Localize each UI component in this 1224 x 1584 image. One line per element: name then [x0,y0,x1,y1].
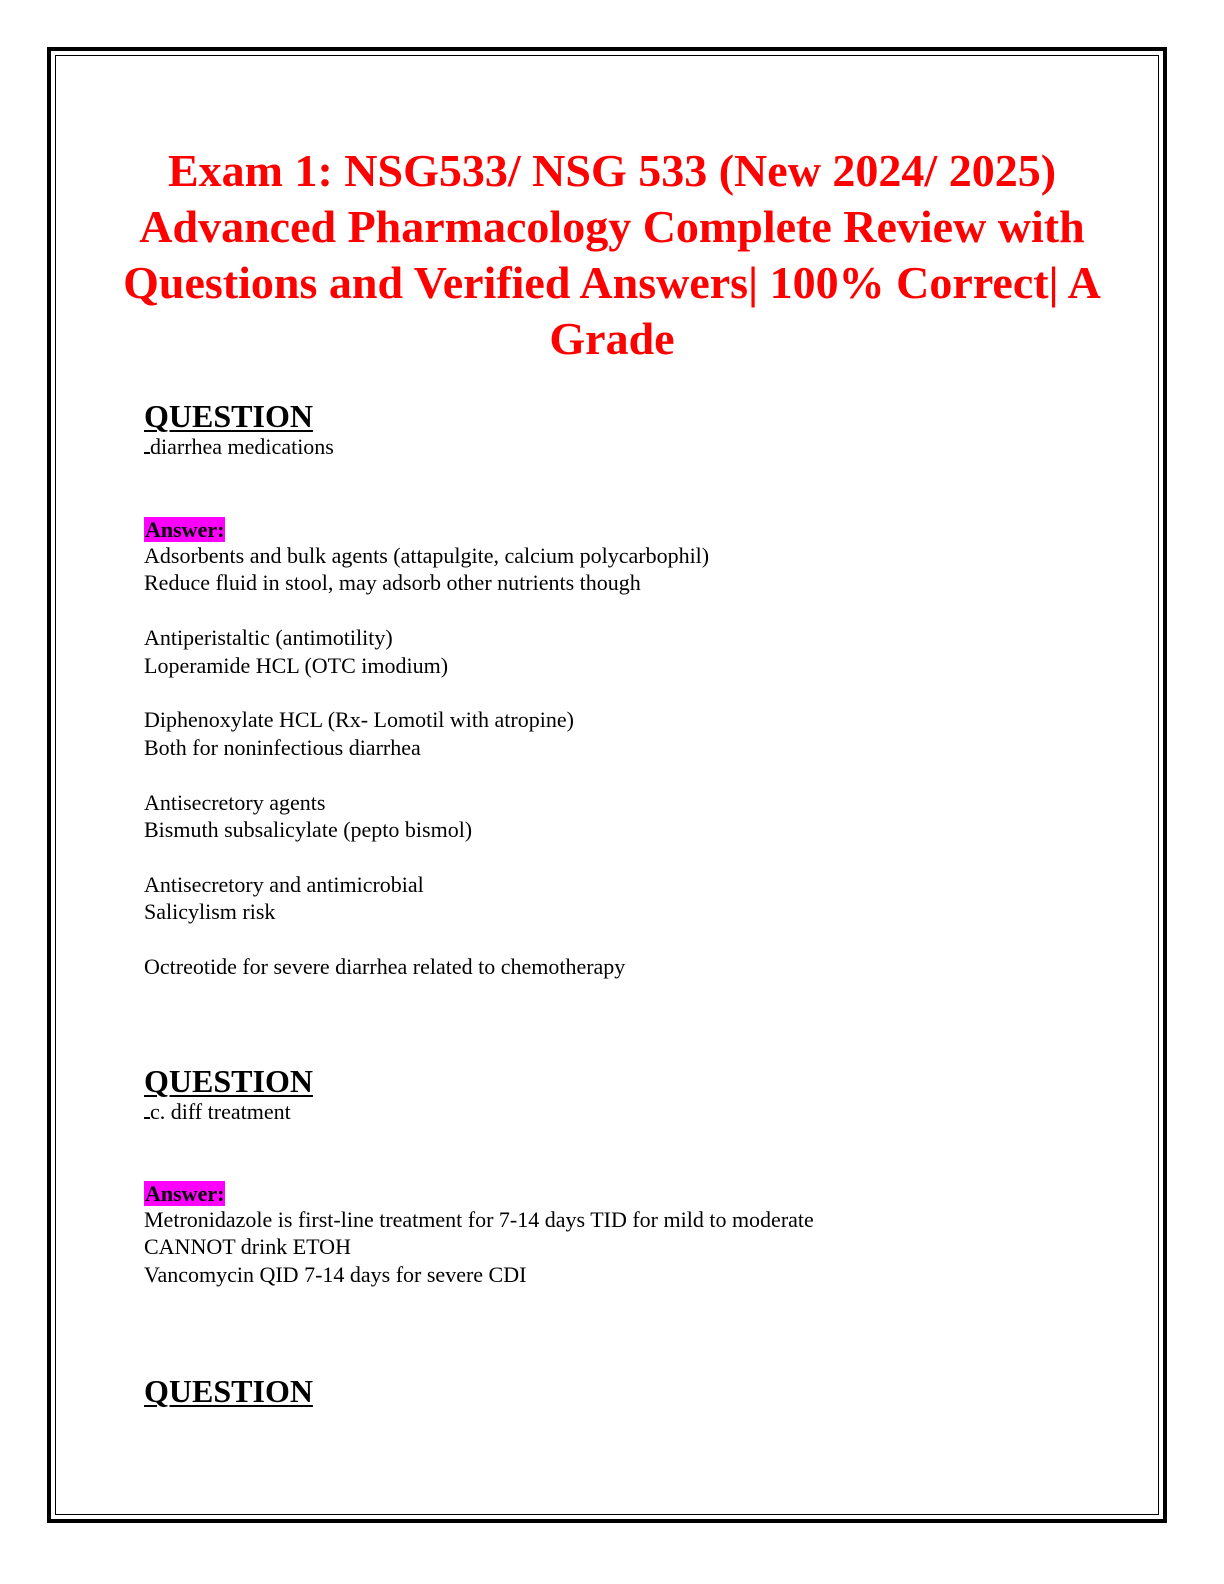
answer-line [144,926,1104,953]
question-prompt: diarrhea medications [144,433,1104,460]
answer-line [144,597,1104,624]
answer-block-1 [144,517,1104,980]
answer-lines [144,542,1104,980]
answer-lines [144,1206,1104,1288]
question-heading: QUESTION [144,1373,313,1409]
answer-line: Antisecretory and antimicrobial [144,871,424,897]
answer-block-2 [144,1181,1104,1288]
answer-line: Reduce fluid in stool, may adsorb other nutrients though [144,570,641,596]
answer-line [144,843,1104,870]
answer-line: Salicylism risk [144,899,276,925]
question-heading: QUESTION [144,398,313,434]
answer-line [144,761,1104,788]
answer-line: Both for noninfectious diarrhea [144,734,421,760]
answer-line: Adsorbents and bulk agents (attapulgite, calcium polycarbophil) [144,543,710,568]
answer-label: Answer: [145,517,225,542]
question-heading: QUESTION [144,1063,313,1099]
question-block-1 [144,399,1104,460]
question-block-3 [144,1374,1104,1408]
answer-line: Antisecretory agents [144,789,326,815]
answer-label: Answer: [145,1181,225,1206]
answer-line [144,679,1104,706]
answer-line: Octreotide for severe diarrhea related to chemotherapy [144,954,626,980]
answer-line: Metronidazole is first-line treatment for 7-14 days TID for mild to moderate [144,1207,814,1232]
answer-line: CANNOT drink ETOH [144,1234,351,1260]
question-block-2 [144,1064,1104,1125]
answer-line: Loperamide HCL (OTC imodium) [144,652,449,678]
answer-line: Vancomycin QID 7-14 days for severe CDI [144,1261,527,1287]
question-prompt: c. diff treatment [144,1098,1104,1125]
answer-line: Bismuth subsalicylate (pepto bismol) [144,817,473,843]
answer-line: Diphenoxylate HCL (Rx- Lomotil with atropine) [144,707,574,733]
document-title: Exam 1: NSG533/ NSG 533 (New 2024/ 2025) Advanced Pharmacology Complete Review with Questions and Verified Answers| 100% Correct| A Grade [123,145,1101,364]
answer-line: Antiperistaltic (antimotility) [144,625,393,651]
